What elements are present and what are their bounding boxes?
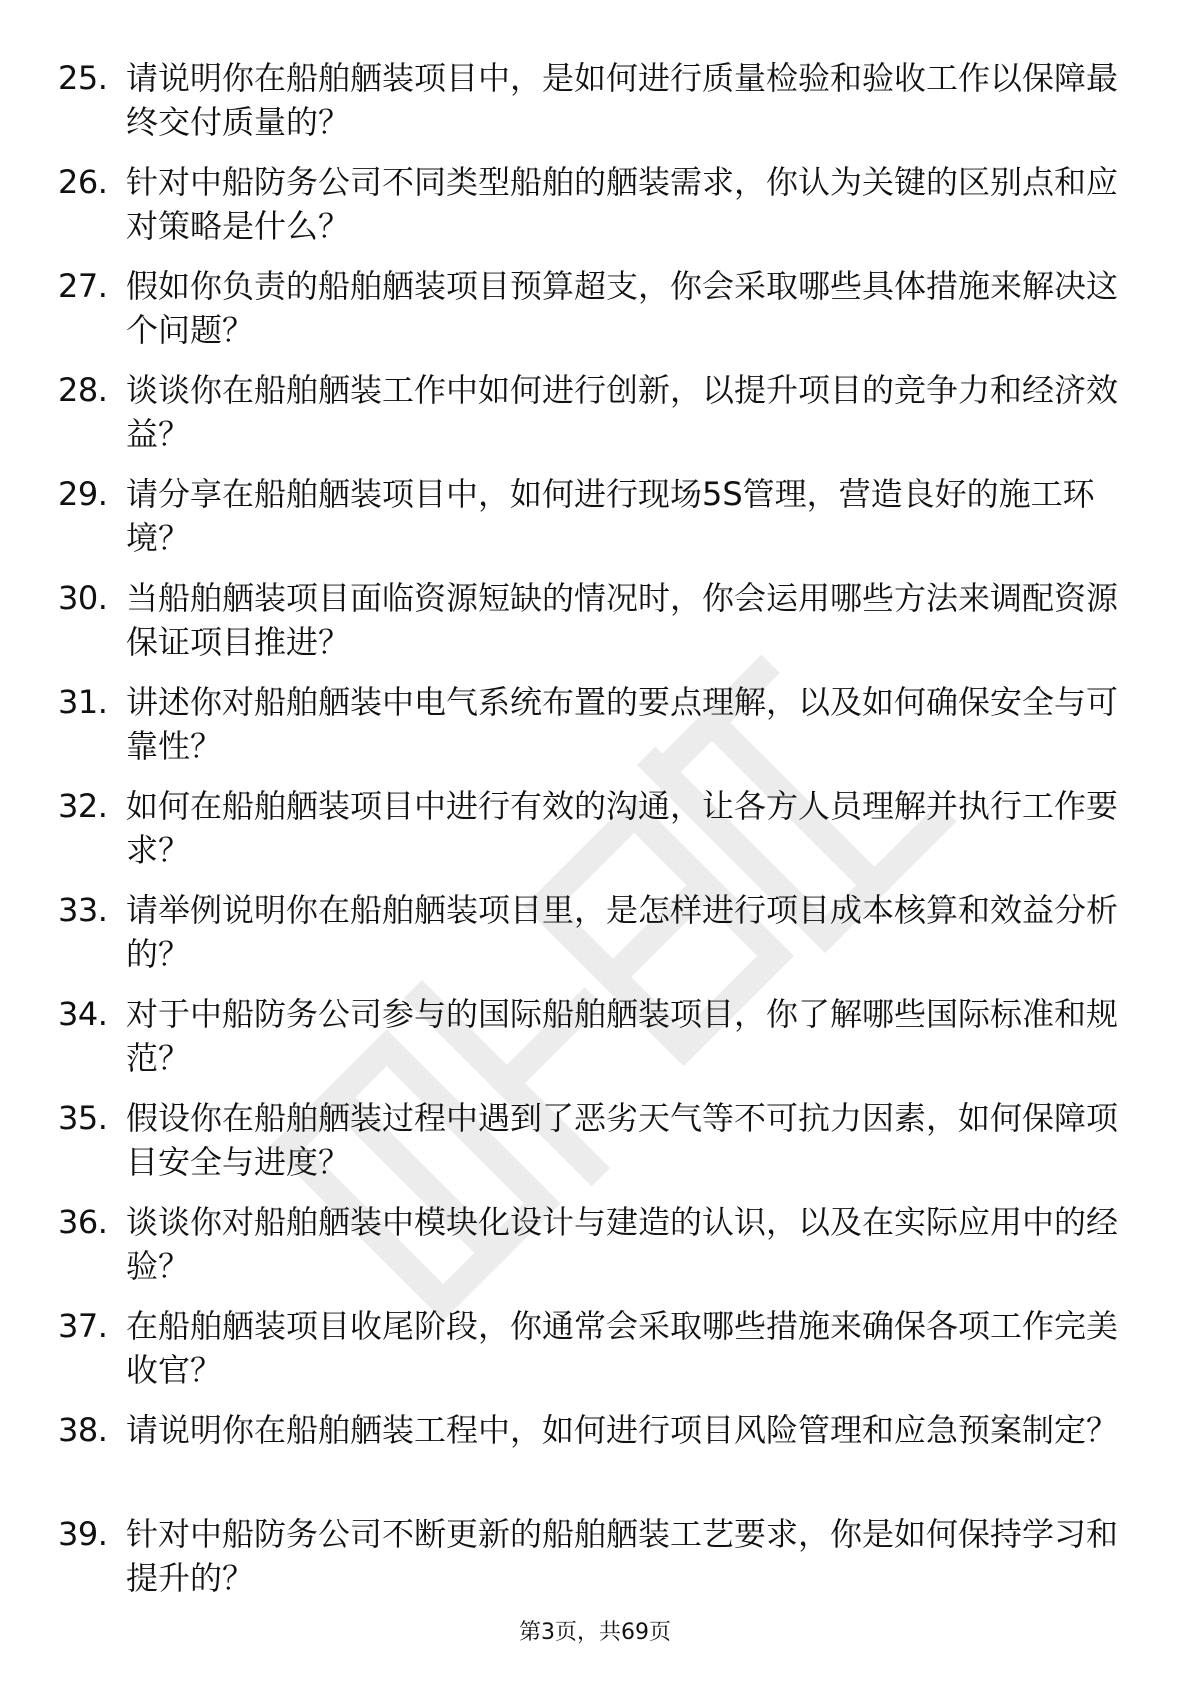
- question-number: 36.: [58, 1203, 108, 1241]
- question-item: [0, 1304, 1190, 1408]
- question-number: 39.: [58, 1515, 108, 1553]
- page-number: 第3页，共69页: [519, 1620, 671, 1645]
- question-text: 针对中船防务公司不断更新的船舶舾装工艺要求，你是如何保持学习和提升的？: [126, 1515, 1119, 1597]
- question-item: [0, 576, 1190, 680]
- question-text: 讲述你对船舶舾装中电气系统布置的要点理解，以及如何确保安全与可靠性？: [126, 683, 1119, 765]
- question-text: 当船舶舾装项目面临资源短缺的情况时，你会运用哪些方法来调配资源保证项目推进？: [126, 579, 1119, 661]
- question-item: [0, 1200, 1190, 1304]
- question-number: 37.: [58, 1307, 108, 1345]
- question-item: [0, 1408, 1190, 1512]
- question-text: 对于中船防务公司参与的国际船舶舾装项目，你了解哪些国际标准和规范？: [126, 995, 1119, 1077]
- question-text: 请分享在船舶舾装项目中，如何进行现场5S管理，营造良好的施工环境？: [126, 475, 1095, 557]
- question-text: 请说明你在船舶舾装项目中，是如何进行质量检验和验收工作以保障最终交付质量的？: [126, 59, 1119, 141]
- question-text: 假设你在船舶舾装过程中遇到了恶劣天气等不可抗力因素，如何保障项目安全与进度？: [126, 1099, 1119, 1181]
- question-number: 29.: [58, 475, 108, 513]
- question-item: [0, 264, 1190, 368]
- question-item: [0, 1512, 1190, 1616]
- question-number: 33.: [58, 891, 108, 929]
- question-text: 针对中船防务公司不同类型船舶的舾装需求，你认为关键的区别点和应对策略是什么？: [126, 163, 1119, 245]
- question-text: 谈谈你在船舶舾装工作中如何进行创新，以提升项目的竞争力和经济效益？: [126, 371, 1119, 453]
- question-text: 在船舶舾装项目收尾阶段，你通常会采取哪些措施来确保各项工作完美收官？: [126, 1307, 1119, 1389]
- question-item: [0, 160, 1190, 264]
- question-item: [0, 368, 1190, 472]
- question-text: 如何在船舶舾装项目中进行有效的沟通，让各方人员理解并执行工作要求？: [126, 787, 1119, 869]
- question-list: [0, 56, 1190, 1616]
- question-number: 27.: [58, 267, 108, 305]
- question-item: [0, 888, 1190, 992]
- question-number: 35.: [58, 1099, 108, 1137]
- question-number: 26.: [58, 163, 108, 201]
- question-number: 32.: [58, 787, 108, 825]
- question-number: 38.: [58, 1411, 108, 1449]
- question-item: [0, 56, 1190, 160]
- question-item: [0, 784, 1190, 888]
- question-number: 30.: [58, 579, 108, 617]
- question-item: [0, 992, 1190, 1096]
- question-text: 假如你负责的船舶舾装项目预算超支，你会采取哪些具体措施来解决这个问题？: [126, 267, 1119, 349]
- question-item: [0, 472, 1190, 576]
- question-text: 请举例说明你在船舶舾装项目里，是怎样进行项目成本核算和效益分析的？: [126, 891, 1119, 973]
- question-number: 28.: [58, 371, 108, 409]
- question-text: 请说明你在船舶舾装工程中，如何进行项目风险管理和应急预案制定？: [126, 1411, 1119, 1449]
- question-number: 34.: [58, 995, 108, 1033]
- question-number: 25.: [58, 59, 108, 97]
- question-item: [0, 1096, 1190, 1200]
- question-item: [0, 680, 1190, 784]
- question-text: 谈谈你对船舶舾装中模块化设计与建造的认识，以及在实际应用中的经验？: [126, 1203, 1119, 1285]
- question-number: 31.: [58, 683, 108, 721]
